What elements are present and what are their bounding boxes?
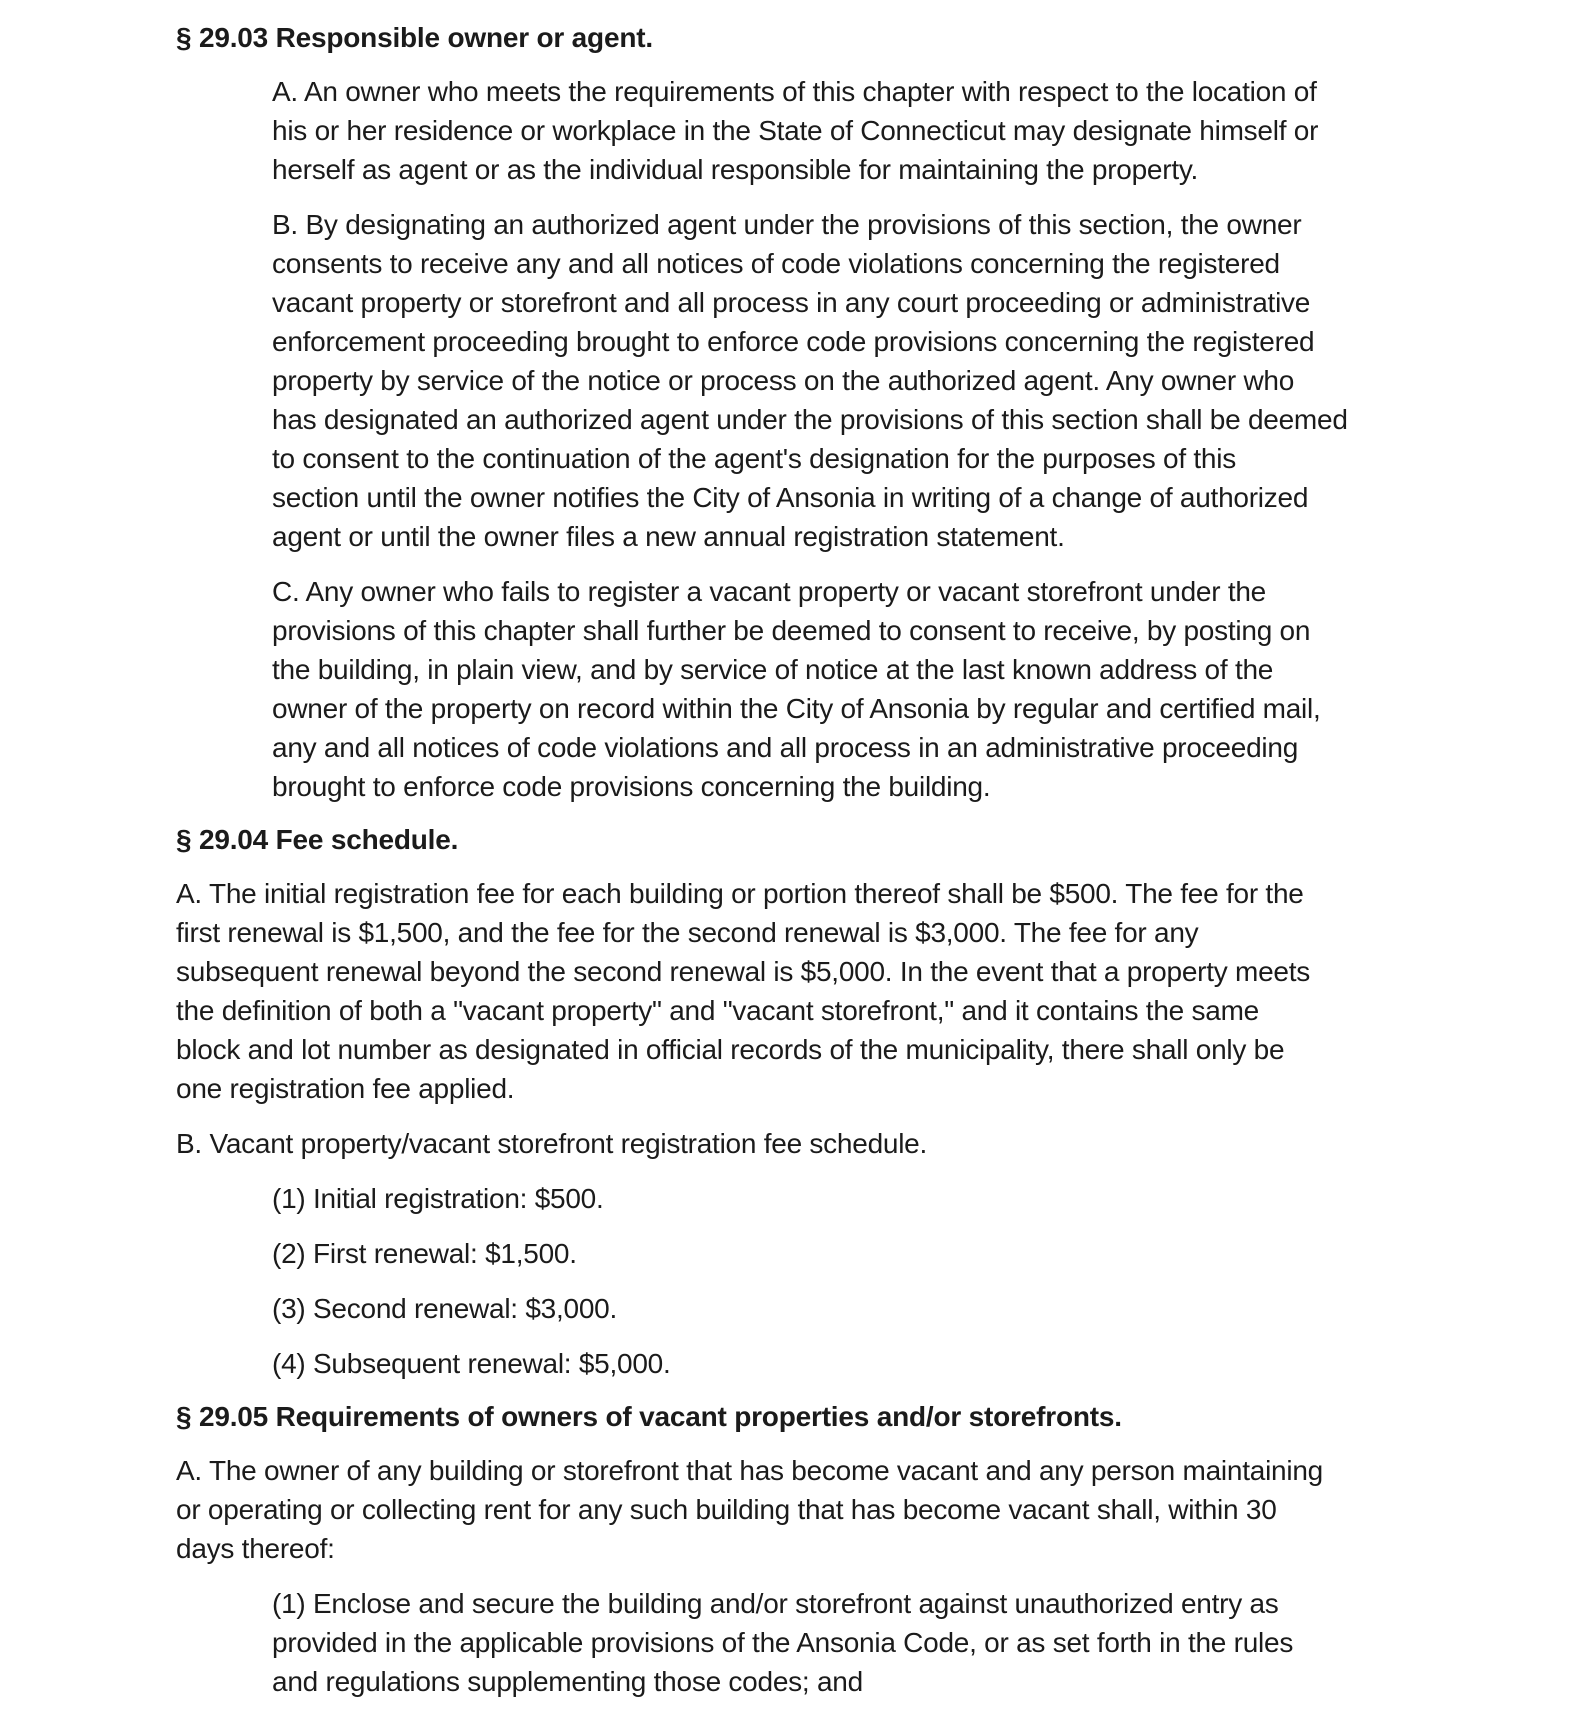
text-line: A. The initial registration fee for each building or portion thereof shall be $500. The fee for the	[176, 878, 1304, 909]
section-heading-29-03: § 29.03 Responsible owner or agent.	[176, 22, 653, 53]
text-line: vacant property or storefront and all process in any court proceeding or administrative	[272, 287, 1311, 318]
text-line: property by service of the notice or process on the authorized agent. Any owner who	[272, 365, 1295, 396]
text-line: A. An owner who meets the requirements of this chapter with respect to the location of	[272, 76, 1317, 107]
text-line: A. The owner of any building or storefront that has become vacant and any person maintaining	[176, 1455, 1323, 1486]
text-line: section until the owner notifies the City of Ansonia in writing of a change of authorized	[272, 482, 1309, 513]
fee-item-initial: (1) Initial registration: $500.	[272, 1183, 604, 1214]
text-line: agent or until the owner files a new annual registration statement.	[272, 521, 1065, 552]
section-heading-29-04: § 29.04 Fee schedule.	[176, 824, 459, 855]
paragraph-29-03-b	[272, 205, 1422, 556]
paragraph-29-03-a	[272, 72, 1422, 189]
text-line: herself as agent or as the individual responsible for maintaining the property.	[272, 154, 1199, 185]
paragraph-29-04-b	[176, 1124, 1426, 1163]
text-line: any and all notices of code violations and all process in an administrative proceeding	[272, 732, 1299, 763]
text-line: block and lot number as designated in official records of the municipality, there shall only be	[176, 1034, 1285, 1065]
text-line: and regulations supplementing those codes; and	[272, 1666, 863, 1697]
fee-item-subsequent-renewal: (4) Subsequent renewal: $5,000.	[272, 1348, 671, 1379]
paragraph-29-05-a	[176, 1451, 1426, 1568]
text-line: B. By designating an authorized agent under the provisions of this section, the owner	[272, 209, 1302, 240]
text-line: B. Vacant property/vacant storefront registration fee schedule.	[176, 1128, 928, 1159]
paragraph-29-03-c	[272, 572, 1422, 806]
text-line: provided in the applicable provisions of the Ansonia Code, or as set forth in the rules	[272, 1627, 1294, 1658]
fee-item-second-renewal: (3) Second renewal: $3,000.	[272, 1293, 618, 1324]
text-line: consents to receive any and all notices of code violations concerning the registered	[272, 248, 1280, 279]
text-line: has designated an authorized agent under the provisions of this section shall be deemed	[272, 404, 1348, 435]
text-line: owner of the property on record within the City of Ansonia by regular and certified mail,	[272, 693, 1321, 724]
text-line: enforcement proceeding brought to enforce code provisions concerning the registered	[272, 326, 1315, 357]
text-line: days thereof:	[176, 1533, 335, 1564]
text-line: to consent to the continuation of the agent's designation for the purposes of this	[272, 443, 1236, 474]
text-line: (1) Enclose and secure the building and/or storefront against unauthorized entry as	[272, 1588, 1279, 1619]
fee-item-first-renewal: (2) First renewal: $1,500.	[272, 1238, 577, 1269]
text-line: the definition of both a "vacant property" and "vacant storefront," and it contains the same	[176, 995, 1259, 1026]
text-line: provisions of this chapter shall further be deemed to consent to receive, by posting on	[272, 615, 1311, 646]
text-line: subsequent renewal beyond the second renewal is $5,000. In the event that a property meets	[176, 956, 1311, 987]
text-line: his or her residence or workplace in the State of Connecticut may designate himself or	[272, 115, 1319, 146]
section-heading-29-05: § 29.05 Requirements of owners of vacant properties and/or storefronts.	[176, 1401, 1122, 1432]
text-line: the building, in plain view, and by service of notice at the last known address of the	[272, 654, 1274, 685]
text-line: or operating or collecting rent for any such building that has become vacant shall, within 30	[176, 1494, 1277, 1525]
text-line: first renewal is $1,500, and the fee for the second renewal is $3,000. The fee for any	[176, 917, 1199, 948]
text-line: one registration fee applied.	[176, 1073, 515, 1104]
paragraph-29-04-a	[176, 874, 1426, 1108]
paragraph-29-05-a-1	[272, 1584, 1422, 1701]
text-line: C. Any owner who fails to register a vacant property or vacant storefront under the	[272, 576, 1266, 607]
text-line: brought to enforce code provisions concerning the building.	[272, 771, 991, 802]
